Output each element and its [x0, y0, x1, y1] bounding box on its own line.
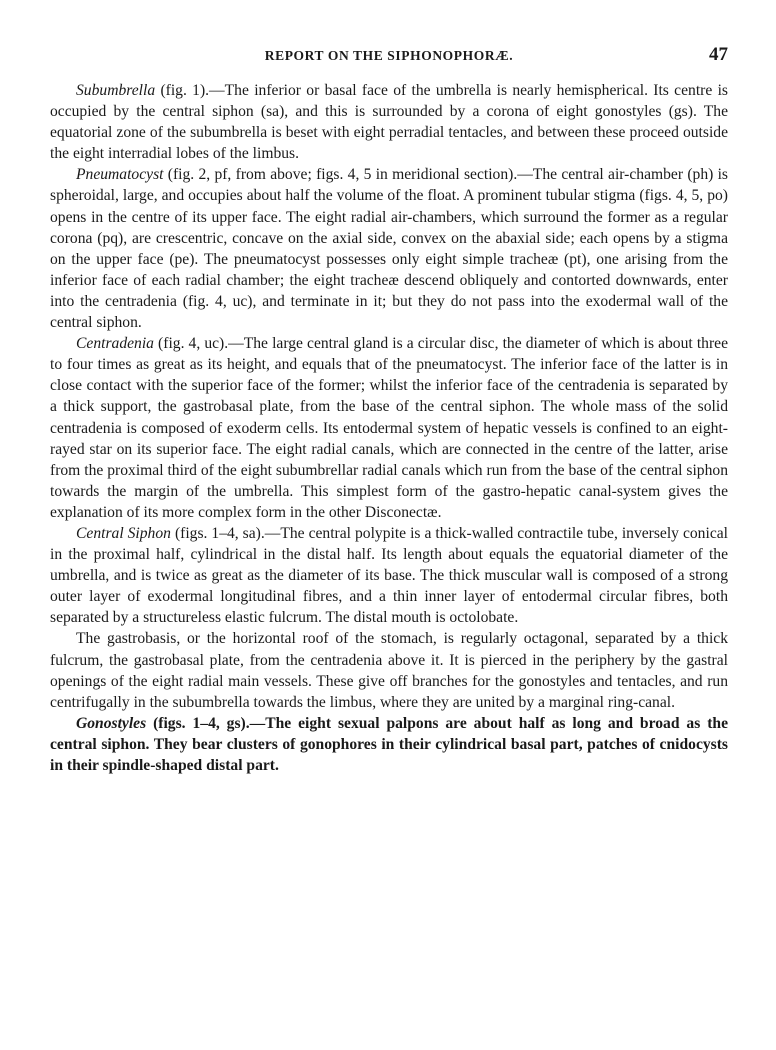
running-title: REPORT ON THE SIPHONOPHORÆ. [264, 48, 514, 63]
paragraph-gonostyles [50, 713, 728, 776]
paragraph-text: (figs. 1–4, sa).—The central polypite is a thick-walled contractile tube, inversely conical in the proximal half, cylindrical in the distal half. Its length about equals the equatorial diameter of the umbrella, and is twice as great as the diameter of its base. The thick muscular wall is composed of a strong outer layer of exodermal longitudinal fibres, and a thin inner layer of entodermal circular fibres, both separated by a structureless elastic fulcrum. The distal mouth is octolobate. [50, 524, 728, 627]
page-number: 47 [709, 44, 728, 65]
page [50, 44, 728, 776]
paragraph-centradenia [50, 333, 728, 523]
paragraph-text: (fig. 4, uc).—The large central gland is a circular disc, the diameter of which is about three to four times as great as its height, and equals that of the pneumatocyst. The inferior face of the latter is in close contact with the superior face of the former; whilst the inferior face of the centradenia is separated by a thick support, the gastrobasal plate, from the base of the central siphon. The whole mass of the solid centradenia is composed of exoderm cells. Its entodermal system of hepatic vessels is confined to an eight-rayed star on its superior face. The eight radial canals, which are connected in the centre of the latter, arise from the proximal third of the eight subumbrellar radial canals which run from the base of the central siphon towards the margin of the umbrella. This simplest form of the gastro-hepatic canal-system gives the explanation of its more complex form in the other Disconectæ. [50, 335, 728, 521]
section-term: Pneumatocyst [76, 166, 164, 184]
paragraph-gastrobasis [50, 628, 728, 712]
section-term: Centradenia [76, 335, 154, 353]
section-term: Central Siphon [76, 524, 171, 542]
paragraph-pneumatocyst [50, 164, 728, 333]
paragraph-text: (figs. 1–4, gs).—The eight sexual palpons are about half as long and broad as the central siphon. They bear clusters of gonophores in their cylindrical basal part, patches of cnidocysts in their spindle-shaped distal part. [50, 714, 728, 774]
paragraph-text: (fig. 1).—The inferior or basal face of the umbrella is nearly hemispherical. Its centre is occupied by the central siphon (sa), and this is surrounded by a corona of eight gonostyles (gs). The equatorial zone of the subumbrella is beset with eight perradial tentacles, and between these proceed outside the eight interradial lobes of the limbus. [50, 82, 728, 163]
section-term: Subumbrella [76, 82, 156, 99]
paragraph-text: The gastrobasis, or the horizontal roof of the stomach, is regularly octagonal, separated by a thick fulcrum, the gastrobasal plate, from the centradenia above it. It is pierced in the periphery by the gastral openings of the eight radial main vessels. These give off branches for the gonostyles and tentacles, and run centrifugally in the subumbrella towards the limbus, where they are united by a marginal ring-canal. [50, 630, 728, 711]
paragraph-subumbrella [50, 80, 728, 164]
running-header [50, 44, 728, 70]
paragraph-text: (fig. 2, pf, from above; figs. 4, 5 in meridional section).—The central air-chamber (ph) is spheroidal, large, and occupies about half the volume of the float. A prominent tubular stigma (figs. 4, 5, po) opens in the centre of its upper face. The eight radial air-chambers, which surround the former as a regular corona (pq), are crescentric, concave on the axial side, convex on the abaxial side; each opens by a stigma on the upper face (pe). The pneumatocyst possesses only eight simple tracheæ (pt), one arising from the inferior face of each radial chamber; the eight tracheæ descend obliquely and contorted downwards, enter into the centradenia (fig. 4, uc), and terminate in it; but they do not pass into the exodermal wall of the central siphon. [50, 166, 728, 332]
section-term: Gonostyles [76, 714, 147, 732]
paragraph-central-siphon [50, 523, 728, 628]
